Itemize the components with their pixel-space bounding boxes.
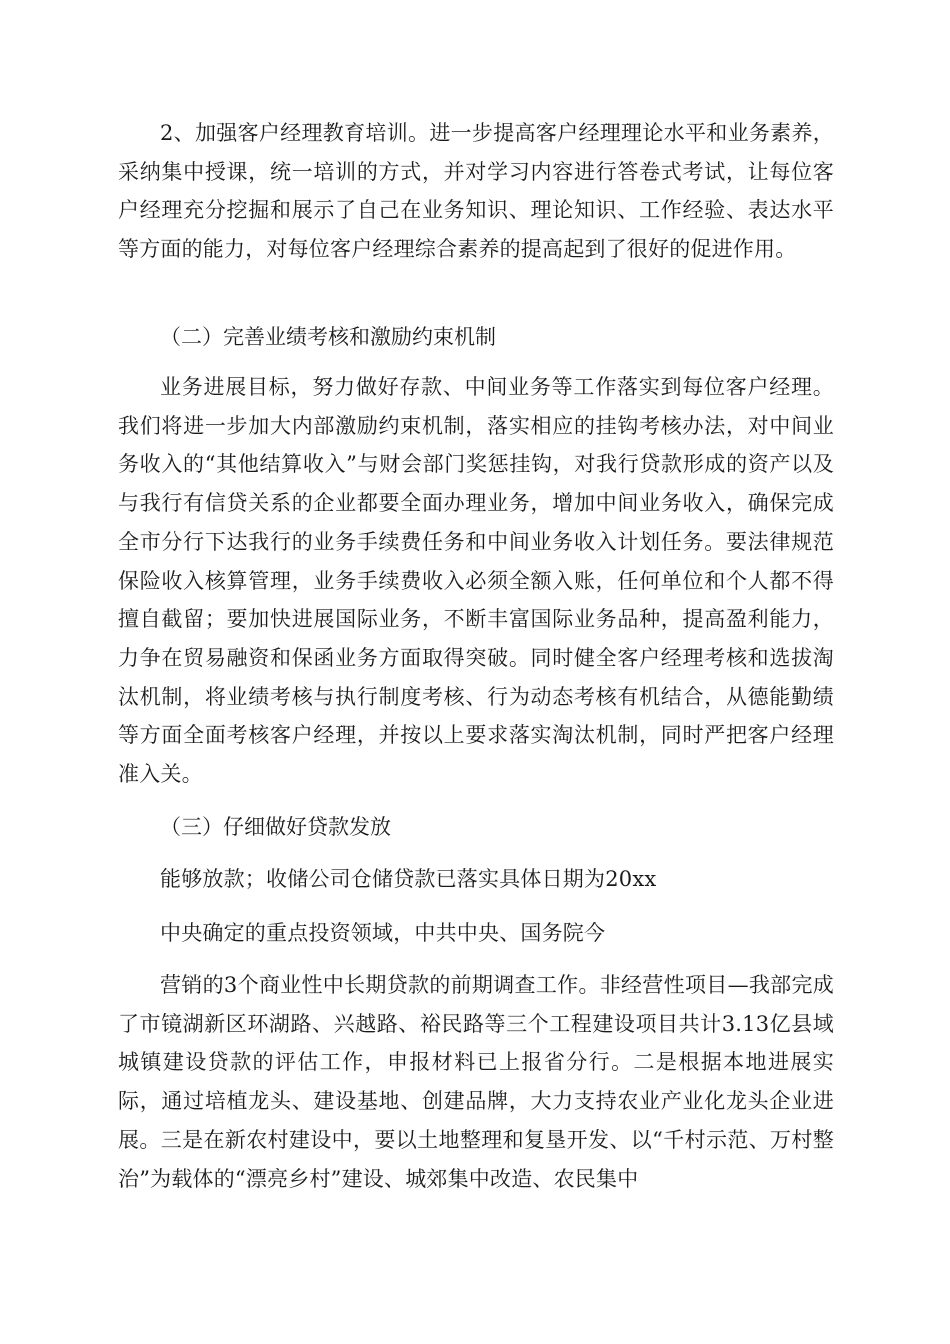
section-heading-three: （三）仔细做好贷款发放 [160,815,391,839]
paragraph-training: 2、加强客户经理教育培训。进一步提高客户经理理论水平和业务素养，采纳集中授课，统一培训的方式，并对学习内容进行答卷式考试，让每位客户经理充分挖掘和展示了自己在业务知识、理论知识、工作经验、表达水平等方面的能力，对每位客户经理综合素养的提高起到了很好的促进作用。 [118,121,834,262]
paragraph-incentive: 业务进展目标，努力做好存款、中间业务等工作落实到每位客户经理。我们将进一步加大内部激励约束机制，落实相应的挂钩考核办法，对中间业务收入的“其他结算收入”与财会部门奖惩挂钩，对我行贷款形成的资产以及与我行有信贷关系的企业都要全面办理业务，增加中间业务收入，确保完成全市分行下达我行的业务手续费任务和中间业务收入计划任务。要法律规范保险收入核算管理，业务手续费收入必须全额入账，任何单位和个人都不得擅自截留；要加快进展国际业务，不断丰富国际业务品种，提高盈利能力，力争在贸易融资和保函业务方面取得突破。同时健全客户经理考核和选拔淘汰机制，将业绩考核与执行制度考核、行为动态考核有机结合，从德能勤绩等方面全面考核客户经理，并按以上要求落实淘汰机制，同时严把客户经理准入关。 [118,375,834,787]
paragraph-marketing: 营销的3个商业性中长期贷款的前期调查工作。非经营性项目—我部完成了市镜湖新区环湖路、兴越路、裕民路等三个工程建设项目共计3.13亿县域城镇建设贷款的评估工作，申报材料已上报省分行。二是根据本地进展实际，通过培植龙头、建设基地、创建品牌，大力支持农业产业化龙头企业进展。三是在新农村建设中，要以土地整理和复垦开发、以“千村示范、万村整治”为载体的“漂亮乡村”建设、城郊集中改造、农民集中 [118,973,834,1191]
paragraph-loan-date: 能够放款；收储公司仓储贷款已落实具体日期为20xx [160,867,657,891]
section-heading-two: （二）完善业绩考核和激励约束机制 [160,325,496,349]
paragraph-investment: 中央确定的重点投资领域，中共中央、国务院今 [160,921,606,945]
